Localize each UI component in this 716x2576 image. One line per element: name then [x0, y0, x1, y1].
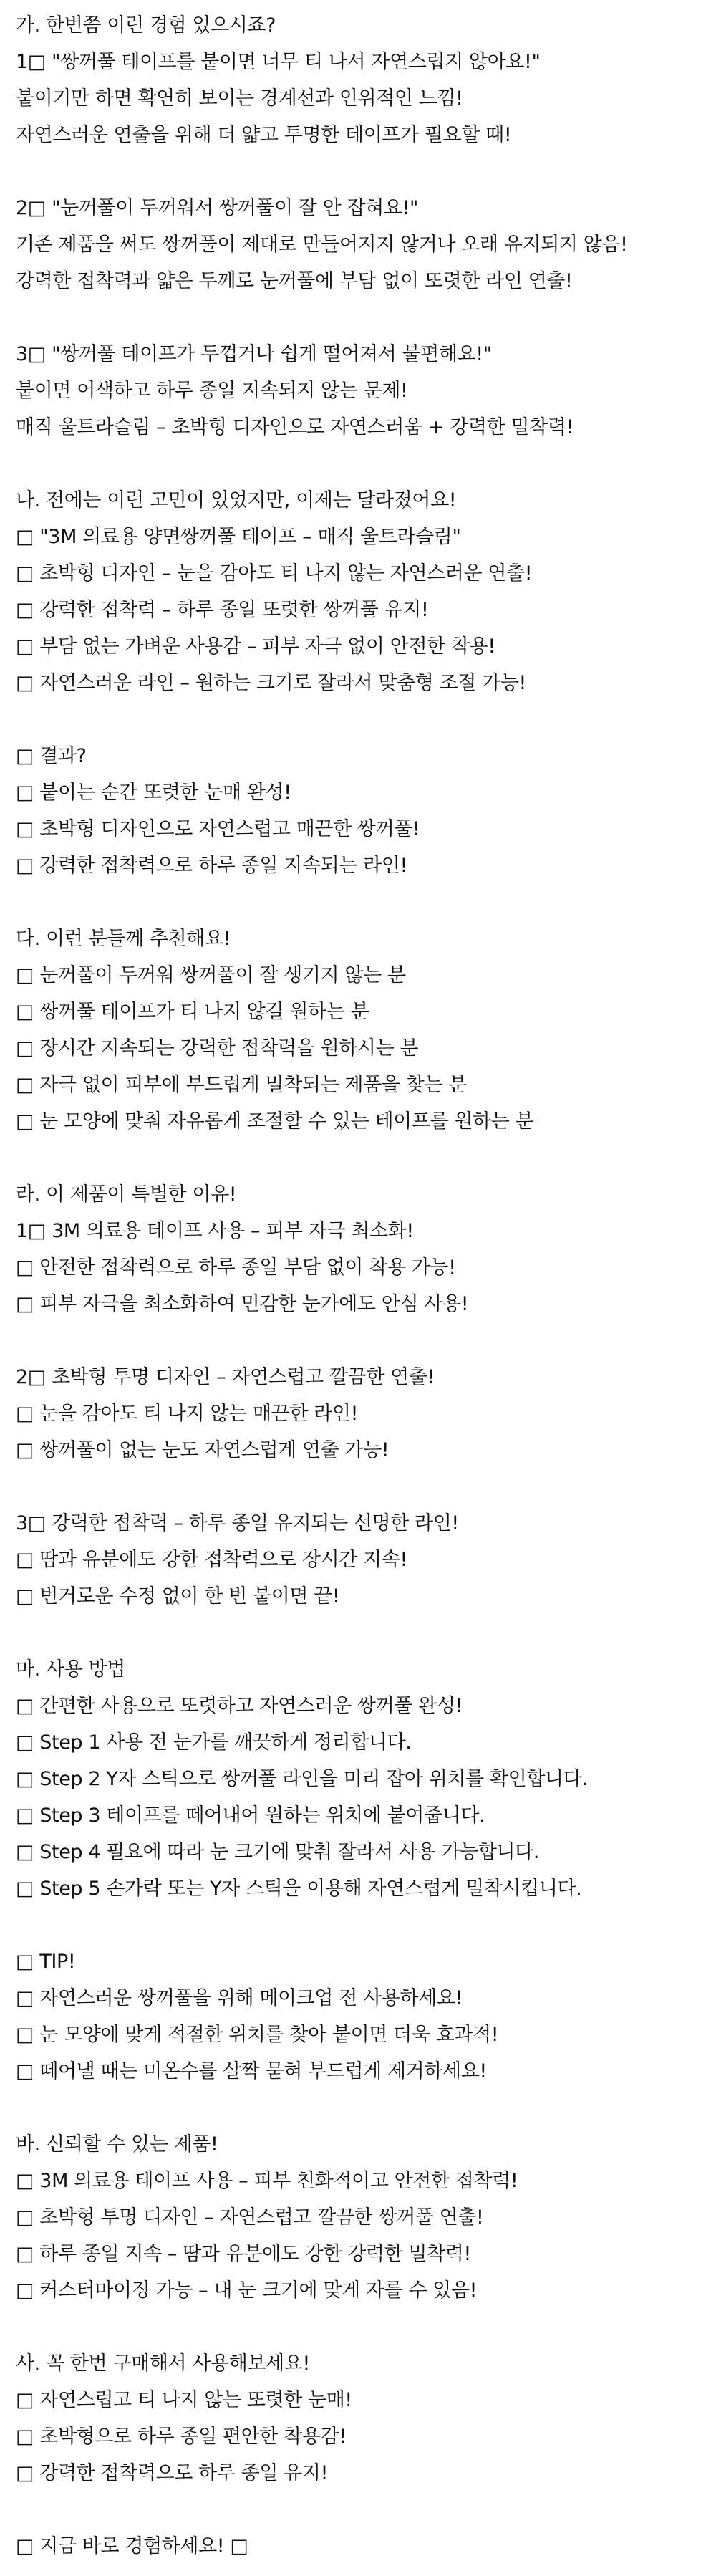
- text-line: □ 자연스럽고 티 나지 않는 또렷한 눈매!: [16, 2389, 352, 2411]
- text-line: □ 안전한 접착력으로 하루 종일 부담 없이 착용 가능!: [16, 1256, 456, 1279]
- text-line: 사. 꼭 한번 구매해서 사용해보세요!: [16, 2352, 310, 2375]
- text-line: 바. 신뢰할 수 있는 제품!: [16, 2133, 218, 2156]
- text-line: 3□ "쌍꺼풀 테이프가 두껍거나 쉽게 떨어져서 불편해요!": [16, 343, 492, 365]
- text-line: □ Step 2 Y자 스틱으로 쌍꺼풀 라인을 미리 잡아 위치를 확인합니다.: [16, 1768, 588, 1790]
- text-line: □ 초박형 디자인으로 자연스럽고 매끈한 쌍꺼풀!: [16, 818, 420, 840]
- text-line: □ 자연스러운 쌍꺼풀을 위해 메이크업 전 사용하세요!: [16, 1987, 463, 2009]
- text-line: □ 간편한 사용으로 또렷하고 자연스러운 쌍꺼풀 완성!: [16, 1695, 463, 1717]
- text-line: □ 쌍꺼풀이 없는 눈도 자연스럽게 연출 가능!: [16, 1439, 390, 1461]
- text-line: 마. 사용 방법: [16, 1658, 125, 1681]
- text-line: 1□ 3M 의료용 테이프 사용 – 피부 자극 최소화!: [16, 1220, 414, 1242]
- text-line: □ Step 3 테이프를 떼어내어 원하는 위치에 붙여줍니다.: [16, 1804, 485, 1827]
- text-line: □ 하루 종일 지속 – 땀과 유분에도 강한 강력한 밀착력!: [16, 2243, 471, 2265]
- text-line: 자연스러운 연출을 위해 더 얇고 투명한 테이프가 필요할 때!: [16, 124, 512, 146]
- text-line: 매직 울트라슬림 – 초박형 디자인으로 자연스러움 + 강력한 밀착력!: [16, 416, 574, 438]
- text-line: 가. 한번쯤 이런 경험 있으시죠?: [16, 14, 276, 37]
- text-line: 2□ 초박형 투명 디자인 – 자연스럽고 깔끔한 연출!: [16, 1366, 435, 1388]
- text-line: □ 강력한 접착력으로 하루 종일 유지!: [16, 2462, 328, 2484]
- text-line: □ 지금 바로 경험하세요! □: [16, 2535, 248, 2557]
- text-line: 라. 이 제품이 특별한 이유!: [16, 1183, 237, 1206]
- text-line: □ 부담 없는 가벼운 사용감 – 피부 자극 없이 안전한 착용!: [16, 635, 495, 658]
- text-line: 붙이면 어색하고 하루 종일 지속되지 않는 문제!: [16, 380, 408, 402]
- text-line: 1□ "쌍꺼풀 테이프를 붙이면 너무 티 나서 자연스럽지 않아요!": [16, 51, 541, 73]
- text-line: □ 커스터마이징 가능 – 내 눈 크기에 맞게 자를 수 있음!: [16, 2279, 478, 2302]
- text-line: □ 장시간 지속되는 강력한 접착력을 원하시는 분: [16, 1037, 419, 1059]
- text-line: □ Step 4 필요에 따라 눈 크기에 맞춰 잘라서 사용 가능합니다.: [16, 1841, 540, 1863]
- text-line: □ 눈 모양에 맞춰 자유롭게 조절할 수 있는 테이프를 원하는 분: [16, 1110, 534, 1133]
- text-line: □ 초박형 투명 디자인 – 자연스럽고 깔끔한 쌍꺼풀 연출!: [16, 2206, 484, 2229]
- text-line: 나. 전에는 이런 고민이 있었지만, 이제는 달라졌어요!: [16, 489, 457, 511]
- text-line: 붙이기만 하면 확연히 보이는 경계선과 인위적인 느낌!: [16, 87, 463, 110]
- text-line: □ 떼어낼 때는 미온수를 살짝 묻혀 부드럽게 제거하세요!: [16, 2060, 487, 2082]
- text-line: □ 눈 모양에 맞게 적절한 위치를 찾아 붙이면 더욱 효과적!: [16, 2024, 499, 2046]
- text-line: □ Step 1 사용 전 눈가를 깨끗하게 정리합니다.: [16, 1731, 412, 1754]
- text-line: □ 초박형으로 하루 종일 편안한 착용감!: [16, 2426, 347, 2448]
- text-line: □ 번거로운 수정 없이 한 번 붙이면 끝!: [16, 1585, 340, 1607]
- text-line: 기존 제품을 써도 쌍꺼풀이 제대로 만들어지지 않거나 오래 유지되지 않음!: [16, 234, 628, 256]
- text-line: 강력한 접착력과 얇은 두께로 눈꺼풀에 부담 없이 또렷한 라인 연출!: [16, 270, 573, 292]
- text-line: 다. 이런 분들께 추천해요!: [16, 928, 231, 950]
- text-line: □ 3M 의료용 테이프 사용 – 피부 친화적이고 안전한 접착력!: [16, 2170, 518, 2192]
- text-line: □ 자극 없이 피부에 부드럽게 밀착되는 제품을 찾는 분: [16, 1074, 467, 1096]
- text-line: □ 초박형 디자인 – 눈을 감아도 티 나지 않는 자연스러운 연출!: [16, 562, 533, 585]
- text-line: □ 자연스러운 라인 – 원하는 크기로 잘라서 맞춤형 조절 가능!: [16, 672, 526, 694]
- text-line: □ Step 5 손가락 또는 Y자 스틱을 이용해 자연스럽게 밀착시킵니다.: [16, 1878, 582, 1900]
- text-line: □ 강력한 접착력 – 하루 종일 또렷한 쌍꺼풀 유지!: [16, 599, 429, 621]
- text-line: □ 피부 자극을 최소화하여 민감한 눈가에도 안심 사용!: [16, 1293, 469, 1315]
- text-line: □ 붙이는 순간 또렷한 눈매 완성!: [16, 782, 291, 804]
- text-line: □ 눈꺼풀이 두꺼워 쌍꺼풀이 잘 생기지 않는 분: [16, 964, 406, 986]
- text-line: □ "3M 의료용 양면쌍꺼풀 테이프 – 매직 울트라슬림": [16, 526, 461, 548]
- text-line: 3□ 강력한 접착력 – 하루 종일 유지되는 선명한 라인!: [16, 1512, 459, 1534]
- text-line: □ TIP!: [16, 1951, 76, 1973]
- text-line: □ 눈을 감아도 티 나지 않는 매끈한 라인!: [16, 1403, 359, 1425]
- text-line: □ 쌍꺼풀 테이프가 티 나지 않길 원하는 분: [16, 1001, 369, 1023]
- text-line: 2□ "눈꺼풀이 두꺼워서 쌍꺼풀이 잘 안 잡혀요!": [16, 197, 419, 219]
- text-line: □ 땀과 유분에도 강한 접착력으로 장시간 지속!: [16, 1549, 407, 1571]
- text-line: □ 강력한 접착력으로 하루 종일 지속되는 라인!: [16, 855, 407, 877]
- text-line: □ 결과?: [16, 745, 87, 767]
